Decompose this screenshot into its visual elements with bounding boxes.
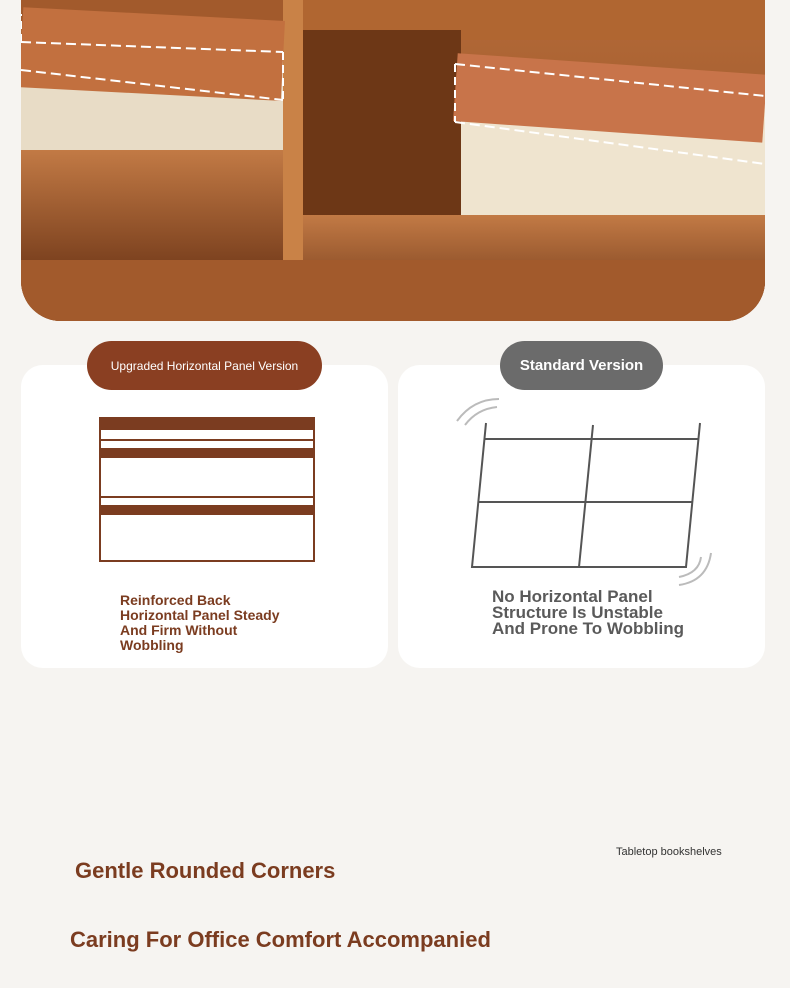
section-heading-primary: Gentle Rounded Corners	[75, 858, 336, 883]
bookshelf-illustration	[21, 0, 765, 321]
upgraded-version-badge	[87, 341, 322, 390]
standard-version-badge	[500, 341, 663, 390]
unstable-shelf-diagram	[455, 397, 715, 589]
standard-version-badge-label: Standard Version	[519, 357, 644, 374]
reinforced-shelf-diagram	[99, 417, 315, 562]
standard-version-caption: No Horizontal Panel Structure Is Unstable And Prone To Wobbling	[492, 587, 685, 638]
product-tag: Tabletop bookshelves	[616, 846, 722, 858]
upgraded-version-badge-label: Upgraded Horizontal Panel Version	[110, 358, 299, 373]
upgraded-version-caption: Reinforced Back Horizontal Panel Steady And Firm Without Wobbling	[120, 592, 280, 653]
product-photo	[21, 0, 765, 321]
section-heading-secondary: Caring For Office Comfort Accompanied	[70, 927, 491, 952]
